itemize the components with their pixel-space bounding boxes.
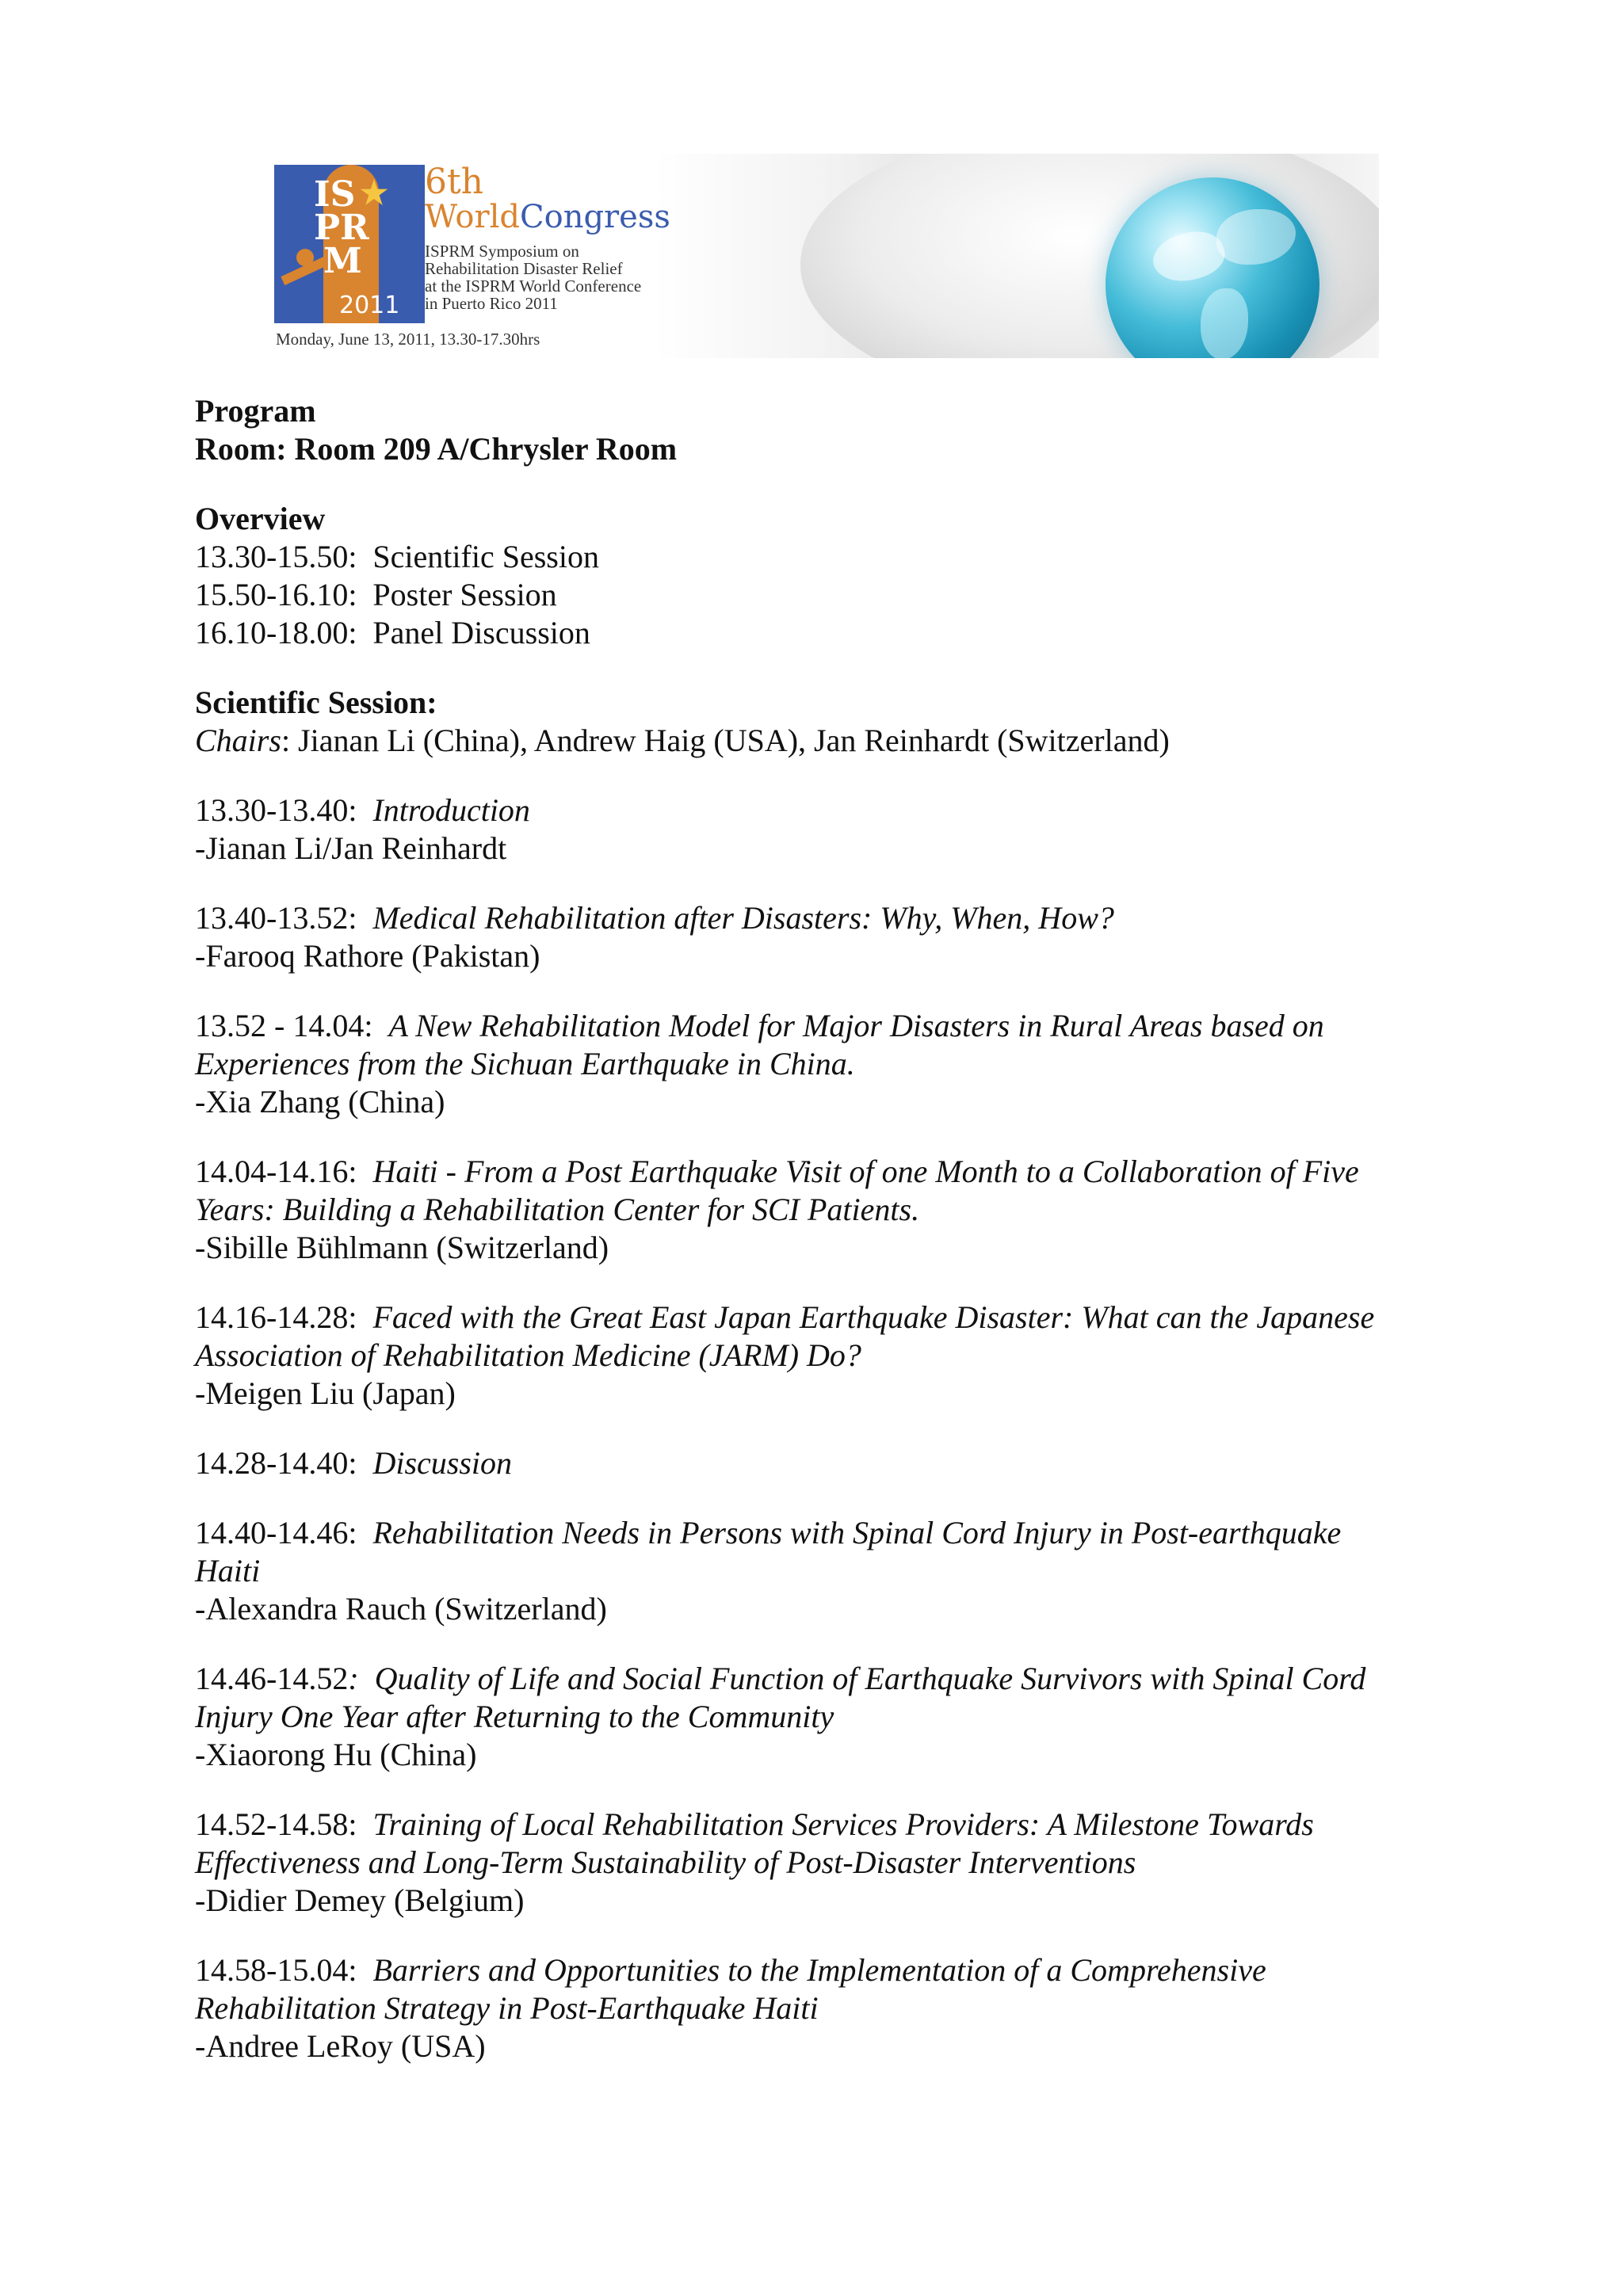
overview-heading: Overview	[195, 501, 326, 536]
logo-text-is: IS	[314, 174, 356, 215]
talk-item	[195, 1153, 1431, 1267]
talk-item	[195, 1514, 1431, 1628]
talk-title-continued: Injury One Year after Returning to the Community	[195, 1699, 834, 1734]
logo-year: 2011	[339, 292, 400, 319]
isprm-logo	[274, 165, 425, 323]
talk-line	[195, 1951, 1431, 1989]
talk-item	[195, 791, 1431, 868]
talk-line	[195, 791, 1431, 830]
talk-line	[195, 1660, 1431, 1698]
talk-speaker: -Farooq Rathore (Pakistan)	[195, 938, 540, 974]
talk-item	[195, 1299, 1431, 1413]
talk-speaker: -Xiaorong Hu (China)	[195, 1737, 477, 1772]
talk-line	[195, 1444, 1431, 1482]
talk-title-continued: Rehabilitation Strategy in Post-Earthquake Haiti	[195, 1990, 819, 2026]
talk-item	[195, 899, 1431, 975]
talk-line	[195, 1806, 1431, 1844]
program-room: Room: Room 209 A/Chrysler Room	[195, 431, 678, 467]
talk-title: Introduction	[372, 792, 530, 828]
banner-title-worldcongress	[425, 200, 670, 235]
talk-time: 14.52-14.58:	[195, 1806, 373, 1842]
banner-title-world: World	[425, 199, 520, 235]
talk-speaker: -Jianan Li/Jan Reinhardt	[195, 830, 507, 866]
chairs-names: : Jianan Li (China), Andrew Haig (USA), Jan Reinhardt (Switzerland)	[281, 723, 1170, 758]
congress-banner	[246, 154, 1379, 358]
program-title: Program	[195, 393, 316, 429]
talk-line	[195, 1514, 1431, 1552]
talk-speaker: -Meigen Liu (Japan)	[195, 1375, 456, 1411]
talk-title: Training of Local Rehabilitation Services Providers: A Milestone Towards	[372, 1806, 1314, 1842]
banner-subtitle-line: at the ISPRM World Conference	[425, 277, 642, 296]
logo-text-pr: PR	[314, 208, 369, 248]
talk-time: 14.04-14.16:	[195, 1154, 373, 1189]
star-icon: ★	[360, 174, 388, 212]
globe-landmass	[1216, 209, 1296, 265]
globe-landmass	[1201, 288, 1248, 358]
talk-item	[195, 1660, 1431, 1774]
banner-date: Monday, June 13, 2011, 13.30-17.30hrs	[276, 330, 540, 349]
overview-item: 15.50-16.10: Poster Session	[195, 577, 557, 612]
talk-time: 14.46-14.52	[195, 1661, 349, 1696]
overview-item: 13.30-15.50: Scientific Session	[195, 539, 599, 574]
talk-title: A New Rehabilitation Model for Major Disasters in Rural Areas based on	[388, 1008, 1324, 1043]
talk-title-continued: Experiences from the Sichuan Earthquake in China.	[195, 1046, 855, 1081]
talk-title: Medical Rehabilitation after Disasters: Why, When, How?	[372, 900, 1114, 936]
talk-item	[195, 1007, 1431, 1121]
program-document	[195, 392, 1431, 2065]
talk-time: 14.28-14.40:	[195, 1445, 373, 1481]
scientific-session-section	[195, 684, 1431, 760]
talk-speaker: -Alexandra Rauch (Switzerland)	[195, 1591, 607, 1627]
talk-title-continued: Years: Building a Rehabilitation Center for SCI Patients.	[195, 1192, 920, 1227]
banner-subtitle-line: Rehabilitation Disaster Relief	[425, 259, 623, 278]
banner-subtitle-line: in Puerto Rico 2011	[425, 294, 558, 313]
banner-subtitle-line: ISPRM Symposium on	[425, 242, 579, 261]
talk-title-continued: Association of Rehabilitation Medicine (JARM) Do?	[195, 1337, 861, 1373]
talk-speaker: -Didier Demey (Belgium)	[195, 1882, 525, 1918]
talk-line	[195, 1007, 1431, 1045]
talk-title: Discussion	[372, 1445, 513, 1481]
talk-time: 13.40-13.52:	[195, 900, 373, 936]
talk-title: Quality of Life and Social Function of Earthquake Survivors with Spinal Cord	[374, 1661, 1366, 1696]
talk-title: Haiti - From a Post Earthquake Visit of one Month to a Collaboration of Five	[372, 1154, 1359, 1189]
talk-item	[195, 1951, 1431, 2065]
talk-title-continued: Haiti	[195, 1553, 261, 1589]
overview-section	[195, 500, 1431, 652]
talk-time: 14.58-15.04:	[195, 1952, 373, 1988]
talk-line	[195, 1299, 1431, 1337]
banner-title-congress: Congress	[520, 199, 670, 235]
chairs-label: Chairs	[195, 723, 281, 758]
talk-speaker: -Andree LeRoy (USA)	[195, 2028, 486, 2064]
talk-time: 13.30-13.40:	[195, 792, 373, 828]
talk-line	[195, 1153, 1431, 1191]
talk-speaker: -Xia Zhang (China)	[195, 1084, 445, 1119]
logo-text-m: M	[323, 241, 362, 281]
talk-time: 14.40-14.46:	[195, 1515, 373, 1550]
banner-title-edition: 6th	[425, 162, 484, 202]
talk-item	[195, 1806, 1431, 1920]
talk-item	[195, 1444, 1431, 1482]
talk-line	[195, 899, 1431, 937]
talk-title-continued: Effectiveness and Long-Term Sustainability of Post-Disaster Interventions	[195, 1844, 1136, 1880]
chairs-line	[195, 722, 1431, 760]
talk-title: Rehabilitation Needs in Persons with Spinal Cord Injury in Post-earthquake	[372, 1515, 1342, 1550]
talk-title: Faced with the Great East Japan Earthquake Disaster: What can the Japanese	[372, 1299, 1375, 1335]
scientific-session-heading: Scientific Session:	[195, 685, 437, 720]
talk-time: 14.16-14.28:	[195, 1299, 373, 1335]
talk-time: 13.52 - 14.04:	[195, 1008, 389, 1043]
banner-subtitle	[425, 242, 641, 312]
talk-time-colon: :	[348, 1661, 375, 1696]
talk-title: Barriers and Opportunities to the Implementation of a Comprehensive	[372, 1952, 1266, 1988]
overview-item: 16.10-18.00: Panel Discussion	[195, 615, 590, 650]
talk-speaker: -Sibille Bühlmann (Switzerland)	[195, 1230, 609, 1265]
